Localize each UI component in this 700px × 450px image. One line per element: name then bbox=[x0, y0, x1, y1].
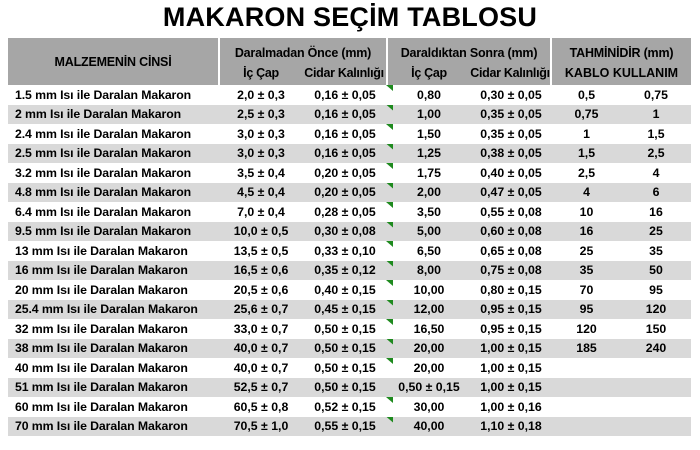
cell-kablo-2: 25 bbox=[649, 224, 663, 239]
cell-cidar-once: 0,50 ± 0,15 bbox=[314, 380, 376, 395]
cell-kablo-2: 2,5 bbox=[647, 146, 665, 161]
cell-cidar-sonra: 1,00 ± 0,15 bbox=[480, 341, 542, 356]
cell-ic-cap-sonra: 6,50 bbox=[417, 243, 441, 258]
cell-kablo-1: 1 bbox=[583, 126, 590, 141]
table-row bbox=[8, 261, 691, 281]
cell-cidar-once: 0,20 ± 0,05 bbox=[314, 185, 376, 200]
cell-malzeme-cinsi: 40 mm Isı ile Daralan Makaron bbox=[15, 360, 188, 375]
table-row bbox=[8, 319, 691, 339]
cell-kablo-1: 185 bbox=[576, 341, 597, 356]
table-row bbox=[8, 397, 691, 417]
cell-ic-cap-sonra: 1,75 bbox=[417, 165, 441, 180]
cell-cidar-once: 0,30 ± 0,08 bbox=[314, 224, 376, 239]
cell-ic-cap-once: 52,5 ± 0,7 bbox=[233, 380, 289, 395]
cell-cidar-once: 0,16 ± 0,05 bbox=[314, 126, 376, 141]
table-body bbox=[8, 85, 691, 436]
cell-kablo-2: 6 bbox=[652, 185, 660, 200]
cell-cidar-sonra: 1,10 ± 0,18 bbox=[480, 419, 542, 434]
cell-ic-cap-once: 33,0 ± 0,7 bbox=[233, 321, 289, 336]
cell-kablo-2: 240 bbox=[645, 341, 667, 356]
cell-malzeme-cinsi: 70 mm Isı ile Daralan Makaron bbox=[15, 419, 188, 434]
cell-ic-cap-sonra: 40,00 bbox=[413, 419, 445, 434]
cell-malzeme-cinsi: 51 mm Isı ile Daralan Makaron bbox=[15, 380, 188, 395]
cell-malzeme-cinsi: 13 mm Isı ile Daralan Makaron bbox=[15, 243, 188, 258]
table-row bbox=[8, 202, 691, 222]
table-header bbox=[8, 38, 691, 85]
cell-cidar-sonra: 0,95 ± 0,15 bbox=[480, 302, 542, 317]
cell-malzeme-cinsi: 2.5 mm Isı ile Daralan Makaron bbox=[15, 146, 192, 161]
cell-cidar-once: 0,40 ± 0,15 bbox=[314, 282, 376, 297]
selection-table bbox=[8, 38, 691, 436]
cell-kablo-1: 0,75 bbox=[574, 107, 599, 122]
cell-kablo-2: 16 bbox=[649, 204, 663, 219]
cell-cidar-sonra: 1,00 ± 0,16 bbox=[480, 399, 542, 414]
subheader-kablo-kullanim: KABLO KULLANIM bbox=[564, 65, 679, 80]
cell-kablo-2: 0,75 bbox=[644, 87, 668, 102]
cell-kablo-1: 95 bbox=[579, 302, 594, 317]
cell-kablo-1: 0,5 bbox=[577, 87, 596, 102]
cell-ic-cap-once: 16,5 ± 0,6 bbox=[233, 263, 289, 278]
table-row bbox=[8, 105, 691, 125]
cell-cidar-sonra: 1,00 ± 0,15 bbox=[480, 360, 542, 375]
cell-kablo-2: 95 bbox=[649, 282, 663, 297]
cell-cidar-sonra: 0,60 ± 0,08 bbox=[480, 224, 542, 239]
table-row bbox=[8, 222, 691, 242]
cell-cidar-sonra: 0,75 ± 0,08 bbox=[480, 263, 542, 278]
cell-cidar-sonra: 0,55 ± 0,08 bbox=[480, 204, 542, 219]
cell-malzeme-cinsi: 60 mm Isı ile Daralan Makaron bbox=[15, 399, 188, 414]
cell-kablo-2: 4 bbox=[652, 165, 660, 180]
cell-cidar-once: 0,45 ± 0,15 bbox=[314, 302, 376, 317]
cell-kablo-2: 35 bbox=[649, 243, 663, 258]
cell-malzeme-cinsi: 9.5 mm Isı ile Daralan Makaron bbox=[15, 224, 192, 239]
cell-ic-cap-sonra: 16,50 bbox=[413, 321, 445, 336]
cell-ic-cap-once: 7,0 ± 0,4 bbox=[237, 204, 285, 219]
cell-cidar-once: 0,52 ± 0,15 bbox=[314, 399, 376, 414]
table-row bbox=[8, 183, 691, 203]
cell-kablo-1: 4 bbox=[583, 185, 590, 200]
cell-cidar-sonra: 0,35 ± 0,05 bbox=[480, 107, 542, 122]
cell-malzeme-cinsi: 2 mm Isı ile Daralan Makaron bbox=[15, 107, 182, 122]
cell-kablo-1: 25 bbox=[579, 243, 594, 258]
cell-ic-cap-once: 25,6 ± 0,7 bbox=[233, 302, 289, 317]
cell-kablo-2: 50 bbox=[649, 263, 663, 278]
subheader-ic-cap-sonra: İç Çap bbox=[411, 65, 447, 80]
subheader-cidar-sonra: Cidar Kalınlığı bbox=[470, 65, 550, 80]
cell-malzeme-cinsi: 2.4 mm Isı ile Daralan Makaron bbox=[15, 126, 192, 141]
cell-cidar-sonra: 0,40 ± 0,05 bbox=[480, 165, 542, 180]
cell-cidar-once: 0,16 ± 0,05 bbox=[314, 87, 376, 102]
table-row bbox=[8, 300, 691, 320]
cell-malzeme-cinsi: 16 mm Isı ile Daralan Makaron bbox=[15, 263, 188, 278]
subheader-ic-cap-once: İç Çap bbox=[243, 65, 279, 80]
cell-cidar-once: 0,20 ± 0,05 bbox=[314, 165, 376, 180]
cell-ic-cap-sonra: 20,00 bbox=[413, 341, 445, 356]
cell-cidar-sonra: 0,65 ± 0,08 bbox=[480, 243, 542, 258]
cell-cidar-once: 0,50 ± 0,15 bbox=[314, 360, 376, 375]
group-label: TAHMİNİDİR (mm) bbox=[569, 46, 674, 60]
cell-kablo-2: 150 bbox=[645, 321, 667, 336]
table-row bbox=[8, 241, 691, 261]
cell-ic-cap-sonra: 3,50 bbox=[417, 204, 441, 219]
cell-cidar-sonra: 0,35 ± 0,05 bbox=[480, 126, 542, 141]
cell-cidar-once: 0,28 ± 0,05 bbox=[314, 204, 376, 219]
table-row bbox=[8, 124, 691, 144]
cell-malzeme-cinsi: 4.8 mm Isı ile Daralan Makaron bbox=[15, 185, 192, 200]
cell-ic-cap-sonra: 0,50 ± 0,15 bbox=[398, 380, 460, 395]
cell-ic-cap-sonra: 0,80 bbox=[417, 87, 441, 102]
cell-cidar-once: 0,16 ± 0,05 bbox=[314, 146, 376, 161]
cell-kablo-1: 16 bbox=[579, 224, 594, 239]
cell-ic-cap-sonra: 1,00 bbox=[417, 107, 441, 122]
cell-ic-cap-sonra: 1,50 bbox=[417, 126, 441, 141]
cell-malzeme-cinsi: 32 mm Isı ile Daralan Makaron bbox=[15, 321, 188, 336]
table-row bbox=[8, 417, 691, 437]
cell-kablo-1: 120 bbox=[576, 321, 597, 336]
cell-kablo-1: 2,5 bbox=[577, 165, 596, 180]
group-label: Daralmadan Önce (mm) bbox=[234, 46, 372, 60]
cell-ic-cap-once: 60,5 ± 0,8 bbox=[233, 399, 289, 414]
cell-cidar-sonra: 0,30 ± 0,05 bbox=[480, 87, 542, 102]
cell-ic-cap-sonra: 20,00 bbox=[413, 360, 445, 375]
cell-ic-cap-sonra: 30,00 bbox=[413, 399, 445, 414]
cell-ic-cap-sonra: 1,25 bbox=[417, 146, 441, 161]
cell-cidar-once: 0,16 ± 0,05 bbox=[314, 107, 376, 122]
cell-kablo-1: 1,5 bbox=[577, 146, 596, 161]
cell-ic-cap-once: 70,5 ± 1,0 bbox=[233, 419, 289, 434]
cell-kablo-2: 1 bbox=[652, 107, 660, 122]
cell-cidar-sonra: 0,80 ± 0,15 bbox=[480, 282, 542, 297]
cell-ic-cap-sonra: 8,00 bbox=[417, 263, 441, 278]
cell-ic-cap-once: 40,0 ± 0,7 bbox=[233, 360, 289, 375]
cell-kablo-2: 120 bbox=[645, 302, 667, 317]
group-label: Daraldıktan Sonra (mm) bbox=[400, 46, 538, 60]
table-row bbox=[8, 85, 691, 105]
cell-ic-cap-once: 10,0 ± 0,5 bbox=[233, 224, 289, 239]
cell-ic-cap-once: 2,5 ± 0,3 bbox=[237, 107, 285, 122]
cell-ic-cap-once: 3,5 ± 0,4 bbox=[237, 165, 285, 180]
cell-cidar-once: 0,33 ± 0,10 bbox=[314, 243, 376, 258]
cell-malzeme-cinsi: 3.2 mm Isı ile Daralan Makaron bbox=[15, 165, 192, 180]
cell-ic-cap-sonra: 5,00 bbox=[417, 224, 441, 239]
header-malzemenin-cinsi: MALZEMENİN CİNSİ bbox=[8, 38, 218, 85]
table-row bbox=[8, 144, 691, 164]
cell-ic-cap-once: 2,0 ± 0,3 bbox=[237, 87, 285, 102]
cell-ic-cap-sonra: 10,00 bbox=[413, 282, 445, 297]
cell-cidar-once: 0,50 ± 0,15 bbox=[314, 321, 376, 336]
cell-ic-cap-once: 20,5 ± 0,6 bbox=[233, 282, 289, 297]
cell-cidar-sonra: 0,47 ± 0,05 bbox=[480, 185, 542, 200]
cell-kablo-1: 10 bbox=[579, 204, 594, 219]
cell-cidar-once: 0,55 ± 0,15 bbox=[314, 419, 376, 434]
cell-malzeme-cinsi: 38 mm Isı ile Daralan Makaron bbox=[15, 341, 188, 356]
table-row bbox=[8, 358, 691, 378]
header-group-tahminidir bbox=[552, 38, 691, 85]
cell-malzeme-cinsi: 20 mm Isı ile Daralan Makaron bbox=[15, 282, 188, 297]
cell-ic-cap-sonra: 2,00 bbox=[417, 185, 441, 200]
cell-malzeme-cinsi: 25.4 mm Isı ile Daralan Makaron bbox=[15, 302, 198, 317]
cell-cidar-once: 0,35 ± 0,12 bbox=[314, 263, 376, 278]
header-group-daralmadan-once bbox=[220, 38, 386, 85]
cell-ic-cap-once: 13,5 ± 0,5 bbox=[233, 243, 289, 258]
cell-ic-cap-once: 4,5 ± 0,4 bbox=[237, 185, 285, 200]
table-row bbox=[8, 280, 691, 300]
cell-kablo-1: 70 bbox=[579, 282, 594, 297]
cell-cidar-sonra: 1,00 ± 0,15 bbox=[480, 380, 542, 395]
header-group-daraldiktan-sonra bbox=[388, 38, 550, 85]
table-row bbox=[8, 378, 691, 398]
cell-ic-cap-once: 3,0 ± 0,3 bbox=[237, 146, 285, 161]
cell-ic-cap-sonra: 12,00 bbox=[413, 302, 445, 317]
cell-ic-cap-once: 3,0 ± 0,3 bbox=[237, 126, 285, 141]
cell-malzeme-cinsi: 1.5 mm Isı ile Daralan Makaron bbox=[15, 87, 192, 102]
cell-cidar-sonra: 0,38 ± 0,05 bbox=[480, 146, 542, 161]
cell-ic-cap-once: 40,0 ± 0,7 bbox=[233, 341, 289, 356]
table-row bbox=[8, 339, 691, 359]
cell-kablo-2: 1,5 bbox=[647, 126, 665, 141]
page-title: MAKARON SEÇİM TABLOSU bbox=[162, 2, 538, 32]
cell-malzeme-cinsi: 6.4 mm Isı ile Daralan Makaron bbox=[15, 204, 192, 219]
cell-cidar-once: 0,50 ± 0,15 bbox=[314, 341, 376, 356]
subheader-cidar-once: Cidar Kalınlığı bbox=[304, 65, 384, 80]
cell-cidar-sonra: 0,95 ± 0,15 bbox=[480, 321, 542, 336]
table-row bbox=[8, 163, 691, 183]
cell-kablo-1: 35 bbox=[579, 263, 594, 278]
